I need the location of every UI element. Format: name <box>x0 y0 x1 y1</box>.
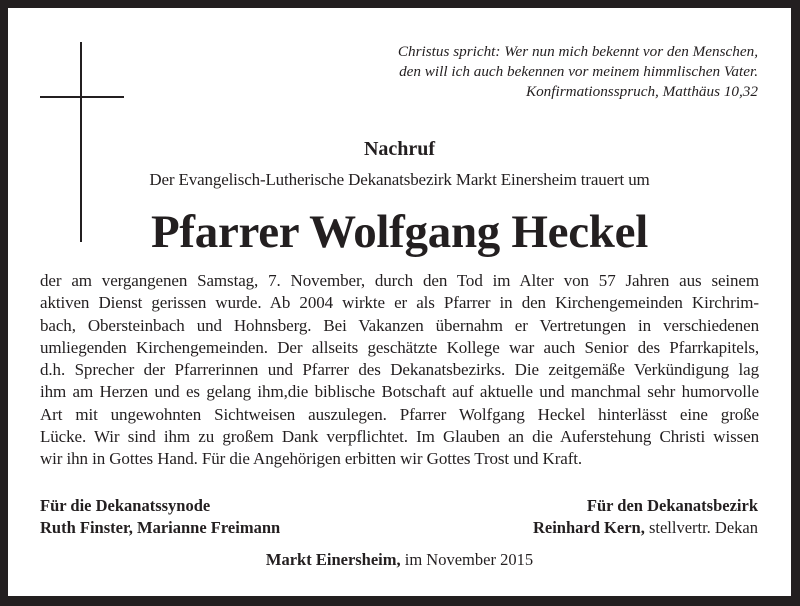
deceased-name: Pfarrer Wolfgang Heckel <box>151 206 648 258</box>
verse-line: den will ich auch bekennen vor meinem himmlischen Vater. <box>399 63 758 80</box>
signature-deanery <box>533 495 758 539</box>
body-line: ihm am Herzen und es gelang ihm,die biblische Botschaft auf aktuelle und manchmal sehr humorvolle <box>40 382 759 402</box>
body-line: Art mit ungewohnten Sichtweisen auszulegen. Pfarrer Wolfgang Heckel hinterlässt eine große <box>40 404 759 424</box>
body-line: wir ihn in Gottes Hand. Für die Angehörigen erbitten wir Gottes Trost und Kraft. <box>40 449 583 469</box>
signature-name: Reinhard Kern, <box>532 518 645 537</box>
signature-synod <box>40 495 280 539</box>
place-and-date <box>8 549 791 571</box>
obituary-body <box>40 270 759 471</box>
signature-names: Ruth Finster, Marianne Freimann <box>40 518 281 537</box>
body-line: der am vergangenen Samstag, 7. November, durch den Tod im Alter von 57 Jahren aus seinem <box>40 271 759 290</box>
signature-title: Für den Dekanatsbezirk <box>586 496 758 515</box>
signature-line <box>533 517 758 539</box>
body-line: umliegenden Kirchengemeinden. Der allseits geschätzte Kollege war auch Senior des Pfarrkapitels, <box>40 337 759 357</box>
signature-title: Für die Dekanatssynode <box>40 496 211 515</box>
obituary-notice <box>8 8 791 596</box>
signature-role: stellvertr. Dekan <box>644 518 758 537</box>
bible-verse <box>398 42 758 102</box>
verse-line: Christus spricht: Wer nun mich bekennt vor den Menschen, <box>397 43 758 60</box>
cross-horizontal-bar <box>40 96 124 98</box>
body-line: bach, Obersteinbach und Hohnsberg. Bei Vakanzen übernahm er Vertretungen in verschiedenen <box>40 315 759 335</box>
intro-text: Der Evangelisch-Lutherische Dekanatsbezirk Markt Einersheim trauert um <box>149 170 650 189</box>
body-line: Lücke. Wir sind ihm zu großem Dank verpflichtet. Im Glauben an die Auferstehung Christi wissen <box>40 427 759 447</box>
place: Markt Einersheim, <box>265 550 401 569</box>
date: im November 2015 <box>400 550 534 569</box>
notice-heading: Nachruf <box>363 138 436 160</box>
body-line: d.h. Sprecher der Pfarrerinnen und Pfarrer des Dekanatsbezirks. Die zeitgemäße Verkündigung lag <box>40 360 759 380</box>
body-line: aktiven Dienst gerissen wurde. Ab 2004 wirkte er als Pfarrer in den Kirchengemeinden Kirchrim- <box>40 293 759 313</box>
verse-reference: Konfirmationsspruch, Matthäus 10,32 <box>525 83 758 100</box>
